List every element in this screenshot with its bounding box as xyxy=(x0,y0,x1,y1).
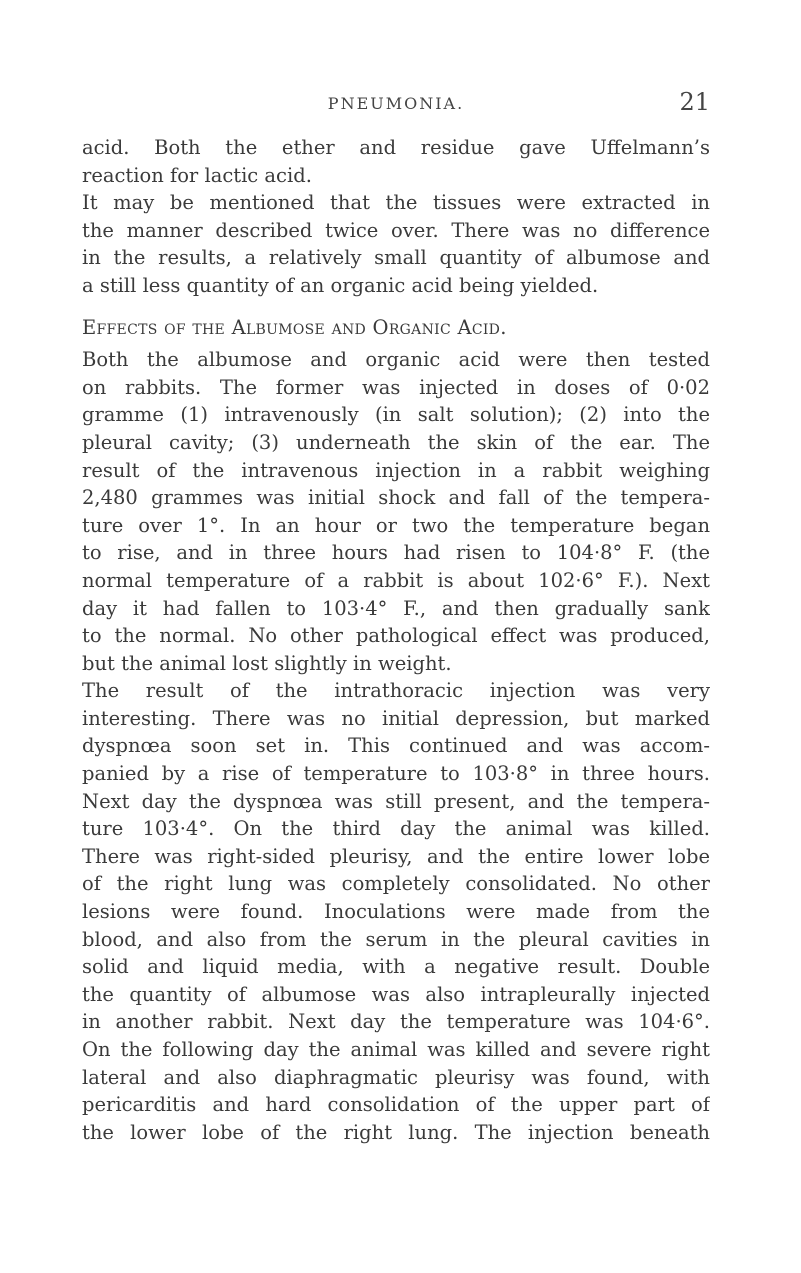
text-line: pleural cavity; (3) underneath the skin of the ear. The xyxy=(82,430,710,454)
text-line: pericarditis and hard consolidation of the upper part of xyxy=(82,1093,710,1117)
text-line: panied by a rise of temperature to 103·8° in three hours. xyxy=(82,762,710,786)
text-line: a still less quantity of an organic acid being yielded. xyxy=(82,273,599,297)
section-heading: Effects of the Albumose and Organic Acid. xyxy=(82,315,507,339)
page-number: 21 xyxy=(679,88,710,116)
text-line: in the results, a relatively small quantity of albumose and xyxy=(82,246,710,270)
paragraph xyxy=(82,134,710,189)
paragraph xyxy=(82,346,710,677)
text-line: Both the albumose and organic acid were then tested xyxy=(82,348,710,372)
text-line: ture 103·4°. On the third day the animal was killed. xyxy=(82,817,710,841)
text-line: of the right lung was completely consolidated. No other xyxy=(82,872,710,896)
text-line: ture over 1°. In an hour or two the temperature began xyxy=(82,513,710,537)
running-head xyxy=(82,88,710,118)
text-line: blood, and also from the serum in the pleural cavities in xyxy=(82,927,710,951)
text-line: There was right-sided pleurisy, and the entire lower lobe xyxy=(82,844,710,868)
text-line: day it had fallen to 103·4° F., and then gradually sank xyxy=(82,596,710,620)
text-line: normal temperature of a rabbit is about 102·6° F.). Next xyxy=(82,568,710,592)
text-line: but the animal lost slightly in weight. xyxy=(82,651,452,675)
text-line: 2,480 grammes was initial shock and fall of the tempera- xyxy=(82,486,710,510)
text-line: to the normal. No other pathological effect was produced, xyxy=(82,624,710,648)
paragraph xyxy=(82,189,710,299)
text-line: reaction for lactic acid. xyxy=(82,163,312,187)
text-line: It may be mentioned that the tissues were extracted in xyxy=(82,191,710,215)
text-line: acid. Both the ether and residue gave Uffelmann’s xyxy=(82,136,710,159)
text-line: the quantity of albumose was also intrapleurally injected xyxy=(82,982,710,1006)
running-title: PNEUMONIA. xyxy=(327,94,465,113)
text-line: solid and liquid media, with a negative result. Double xyxy=(82,955,710,979)
text-line: interesting. There was no initial depression, but marked xyxy=(82,706,710,730)
text-line: lateral and also diaphragmatic pleurisy was found, with xyxy=(82,1065,710,1089)
text-line: to rise, and in three hours had risen to 104·8° F. (the xyxy=(82,541,710,565)
text-line: the manner described twice over. There was no difference xyxy=(82,218,710,242)
text-line: on rabbits. The former was injected in doses of 0·02 xyxy=(82,375,710,399)
text-line: The result of the intrathoracic injection was very xyxy=(82,679,710,703)
text-line: dyspnœa soon set in. This continued and was accom- xyxy=(82,734,710,758)
text-line: the lower lobe of the right lung. The injection beneath xyxy=(82,1120,710,1144)
book-page xyxy=(82,88,710,1146)
text-line: in another rabbit. Next day the temperature was 104·6°. xyxy=(82,1010,710,1034)
text-line: On the following day the animal was killed and severe right xyxy=(82,1038,710,1061)
text-line: Next day the dyspnœa was still present, and the tempera- xyxy=(82,789,710,813)
text-line: result of the intravenous injection in a rabbit weighing xyxy=(82,458,710,482)
text-line: lesions were found. Inoculations were made from the xyxy=(82,900,710,924)
text-line: gramme (1) intravenously (in salt solution); (2) into the xyxy=(82,403,710,427)
paragraph xyxy=(82,677,710,1146)
